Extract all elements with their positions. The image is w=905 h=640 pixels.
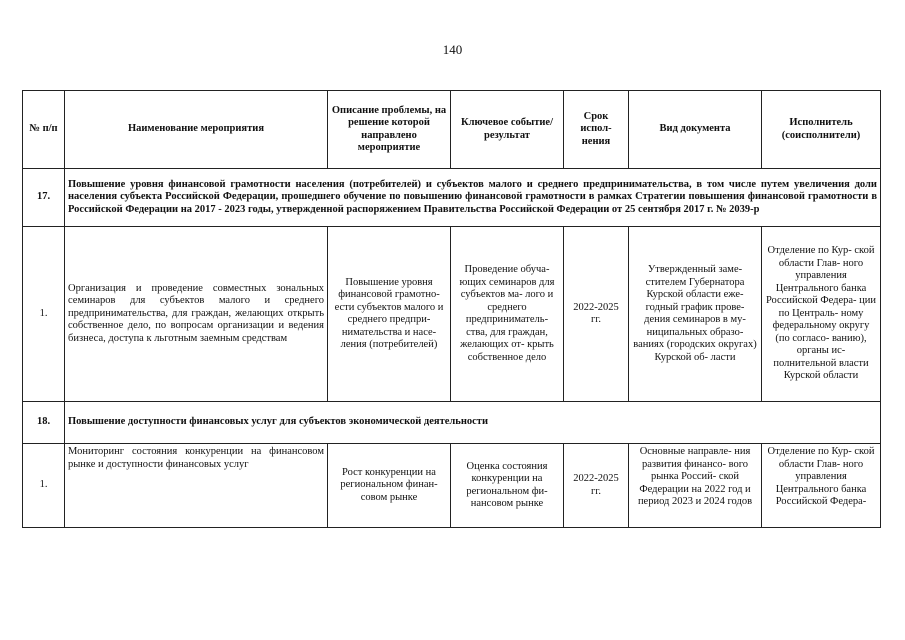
term: 2022-2025 гг. xyxy=(564,444,629,528)
problem-description: Повышение уровня финансовой грамотно- ести субъектов малого и среднего предпри- нимательства и насе- ления (потребителей) xyxy=(328,227,451,402)
section-18-title: Повышение доступности финансовых услуг для субъектов экономической деятельности xyxy=(65,402,881,444)
measures-table xyxy=(22,90,881,528)
page-number: 140 xyxy=(442,42,463,57)
header-name: Наименование мероприятия xyxy=(65,91,328,169)
section-17-number: 17. xyxy=(23,169,65,227)
executor: Отделение по Кур- ской области Глав- ного управления Центрального банка Российской Федера- xyxy=(762,444,881,528)
header-executor: Исполнитель (соисполнители) xyxy=(762,91,881,169)
section-17-title: Повышение уровня финансовой грамотности населения (потребителей) и субъектов малого и среднего предпринимательства, в том числе путем увеличения доли населения субъекта Российской Федерации, прошедшего обучение по повышению финансовой грамотности в рамках Стратегии повышения финансовой грамотности в Российской Федерации на 2017 - 2023 годы, утвержденной распоряжением Правительства Российской Федерации от 25 сентября 2017 г. № 2039-р xyxy=(65,169,881,227)
key-event: Проведение обуча- ющих семинаров для субъектов ма- лого и среднего предприниматель- ства, для граждан, желающих от- крыть собственное дело xyxy=(451,227,564,402)
measure-name: Организация и проведение совместных зональных семинаров для субъектов малого и среднего предпринимательства, для граждан, желающих открыть собственное дело, по вопросам организации и ведения бизнеса, доступа к льготным заемным средствам xyxy=(65,227,328,402)
document-type: Утвержденный заме- стителем Губернатора Курской области еже- годный график прове- дения семинаров в му- ниципальных образо- ваниях (городских округах) Курской об- ласти xyxy=(629,227,762,402)
header-num: № п/п xyxy=(23,91,65,169)
header-term: Срок испол- нения xyxy=(564,91,629,169)
measure-name: Мониторинг состояния конкуренции на финансовом рынке и доступности финансовых услуг xyxy=(65,444,328,528)
executor: Отделение по Кур- ской области Глав- ного управления Центрального банка Российской Федера- ции по Централь- ному федеральному округу (по согласо- ванию), органы ис- полнительной власти Курской области xyxy=(762,227,881,402)
header-problem: Описание проблемы, на решение которой направлено мероприятие xyxy=(328,91,451,169)
row-number: 1. xyxy=(23,227,65,402)
section-18-row xyxy=(23,402,881,444)
key-event: Оценка состояния конкуренции на региональном фи- нансовом рынке xyxy=(451,444,564,528)
table-row xyxy=(23,227,881,402)
document-type: Основные направле- ния развития финансо- вого рынка Россий- ской Федерации на 2022 год и период 2023 и 2024 годов xyxy=(629,444,762,528)
section-17-row xyxy=(23,169,881,227)
section-18-number: 18. xyxy=(23,402,65,444)
header-doc: Вид документа xyxy=(629,91,762,169)
term: 2022-2025 гг. xyxy=(564,227,629,402)
header-event: Ключевое событие/ результат xyxy=(451,91,564,169)
row-number: 1. xyxy=(23,444,65,528)
header-row xyxy=(23,91,881,169)
problem-description: Рост конкуренции на региональном финан- совом рынке xyxy=(328,444,451,528)
table-row xyxy=(23,444,881,528)
